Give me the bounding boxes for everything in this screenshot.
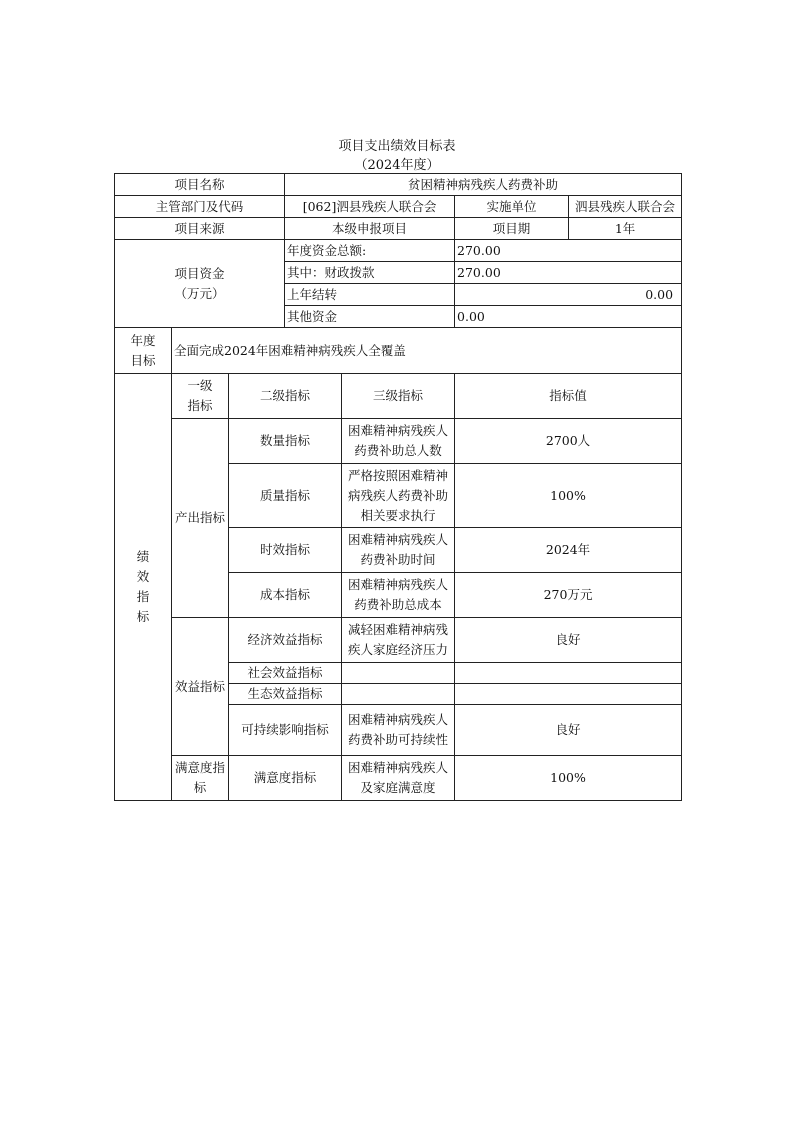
funds-unit: （万元）	[174, 285, 225, 301]
level3-line: 困难精神病残疾人	[348, 423, 449, 438]
satisfaction-label-line: 标	[193, 780, 207, 795]
level2-cell: 成本指标	[229, 573, 342, 618]
fund-item-value: 0.00	[455, 284, 682, 306]
satisfaction-label-line: 满意度指	[174, 760, 225, 775]
period-value: 1年	[569, 218, 682, 240]
value-cell: 270万元	[455, 573, 682, 618]
level3-line: 相关要求执行	[360, 507, 436, 523]
level3-cell	[342, 419, 455, 464]
header-level3: 三级指标	[342, 374, 455, 419]
funds-label: 项目资金	[174, 265, 225, 281]
source-value: 本级申报项目	[285, 218, 455, 240]
perf-label-cell	[115, 374, 172, 801]
level3-line: 疾人家庭经济压力	[348, 642, 449, 657]
impl-label: 实施单位	[455, 196, 569, 218]
level2-cell: 时效指标	[229, 528, 342, 573]
value-cell: 100%	[455, 756, 682, 801]
value-cell: 100%	[455, 464, 682, 528]
annual-goal-label: 年度	[130, 332, 156, 348]
perf-label-char: 标	[136, 609, 150, 624]
performance-target-table	[114, 173, 682, 801]
fund-item-value: 270.00	[455, 262, 682, 284]
level3-cell	[342, 464, 455, 528]
level3-cell	[342, 756, 455, 801]
impl-value: 泗县残疾人联合会	[569, 196, 682, 218]
level2-cell: 数量指标	[229, 419, 342, 464]
source-row	[115, 218, 682, 240]
level3-line: 药费补助总人数	[354, 443, 442, 458]
project-name-value: 贫困精神病残疾人药费补助	[285, 174, 682, 196]
level3-line: 病残疾人药费补助	[348, 487, 449, 503]
fund-item-label: 其他资金	[285, 306, 455, 328]
fund-item-label: 其中：财政拨款	[285, 262, 455, 284]
level3-cell	[342, 663, 455, 684]
value-cell	[455, 684, 682, 705]
level2-cell: 生态效益指标	[229, 684, 342, 705]
header-level2: 二级指标	[229, 374, 342, 419]
level3-cell	[342, 528, 455, 573]
header-level1	[172, 374, 229, 419]
fund-item-value: 270.00	[455, 240, 682, 262]
level3-cell	[342, 684, 455, 705]
level3-line: 严格按照困难精神	[348, 467, 449, 483]
level3-line: 药费补助可持续性	[348, 732, 449, 747]
period-label: 项目期	[455, 218, 569, 240]
header-value: 指标值	[455, 374, 682, 419]
indicator-row	[115, 618, 682, 663]
annual-goal-row	[115, 328, 682, 374]
level3-line: 困难精神病残疾人	[348, 760, 449, 775]
annual-goal-text: 全面完成2024年困难精神病残疾人全覆盖	[172, 328, 682, 374]
header-level1-line: 指标	[187, 398, 213, 413]
level2-cell: 可持续影响指标	[229, 705, 342, 756]
level2-cell: 经济效益指标	[229, 618, 342, 663]
annual-goal-label: 目标	[130, 352, 156, 368]
perf-label-char: 指	[136, 589, 150, 604]
fund-item-label: 上年结转	[285, 284, 455, 306]
level3-cell	[342, 573, 455, 618]
indicator-header-row	[115, 374, 682, 419]
page-title: 项目支出绩效目标表	[338, 139, 456, 154]
level3-cell	[342, 705, 455, 756]
level2-cell: 满意度指标	[229, 756, 342, 801]
output-label: 产出指标	[172, 419, 229, 618]
level3-cell	[342, 618, 455, 663]
perf-label-char: 效	[136, 569, 150, 584]
value-cell	[455, 663, 682, 684]
project-name-row	[115, 174, 682, 196]
annual-goal-label-cell	[115, 328, 172, 374]
level3-line: 减轻困难精神病残	[348, 622, 449, 637]
value-cell: 良好	[455, 705, 682, 756]
level3-line: 及家庭满意度	[360, 780, 436, 795]
level3-line: 药费补助总成本	[354, 597, 442, 612]
indicator-row	[115, 419, 682, 464]
perf-label-char: 绩	[136, 549, 150, 564]
fund-item-value: 0.00	[455, 306, 682, 328]
level3-line: 困难精神病残疾人	[348, 712, 449, 727]
header-level1-line: 一级	[187, 378, 213, 393]
page-subtitle: （2024年度）	[354, 158, 440, 173]
value-cell: 2024年	[455, 528, 682, 573]
level3-line: 药费补助时间	[360, 552, 436, 567]
benefit-label: 效益指标	[172, 618, 229, 756]
dept-row	[115, 196, 682, 218]
level2-cell: 质量指标	[229, 464, 342, 528]
project-name-label: 项目名称	[115, 174, 285, 196]
dept-label: 主管部门及代码	[115, 196, 285, 218]
satisfaction-label	[172, 756, 229, 801]
funds-label-cell	[115, 240, 285, 328]
indicator-row	[115, 756, 682, 801]
dept-value: [062]泗县残疾人联合会	[285, 196, 455, 218]
value-cell: 2700人	[455, 419, 682, 464]
funds-row-total	[115, 240, 682, 262]
level3-line: 困难精神病残疾人	[348, 532, 449, 547]
fund-item-label: 年度资金总额:	[285, 240, 455, 262]
value-cell: 良好	[455, 618, 682, 663]
level3-line: 困难精神病残疾人	[348, 577, 449, 592]
source-label: 项目来源	[115, 218, 285, 240]
level2-cell: 社会效益指标	[229, 663, 342, 684]
